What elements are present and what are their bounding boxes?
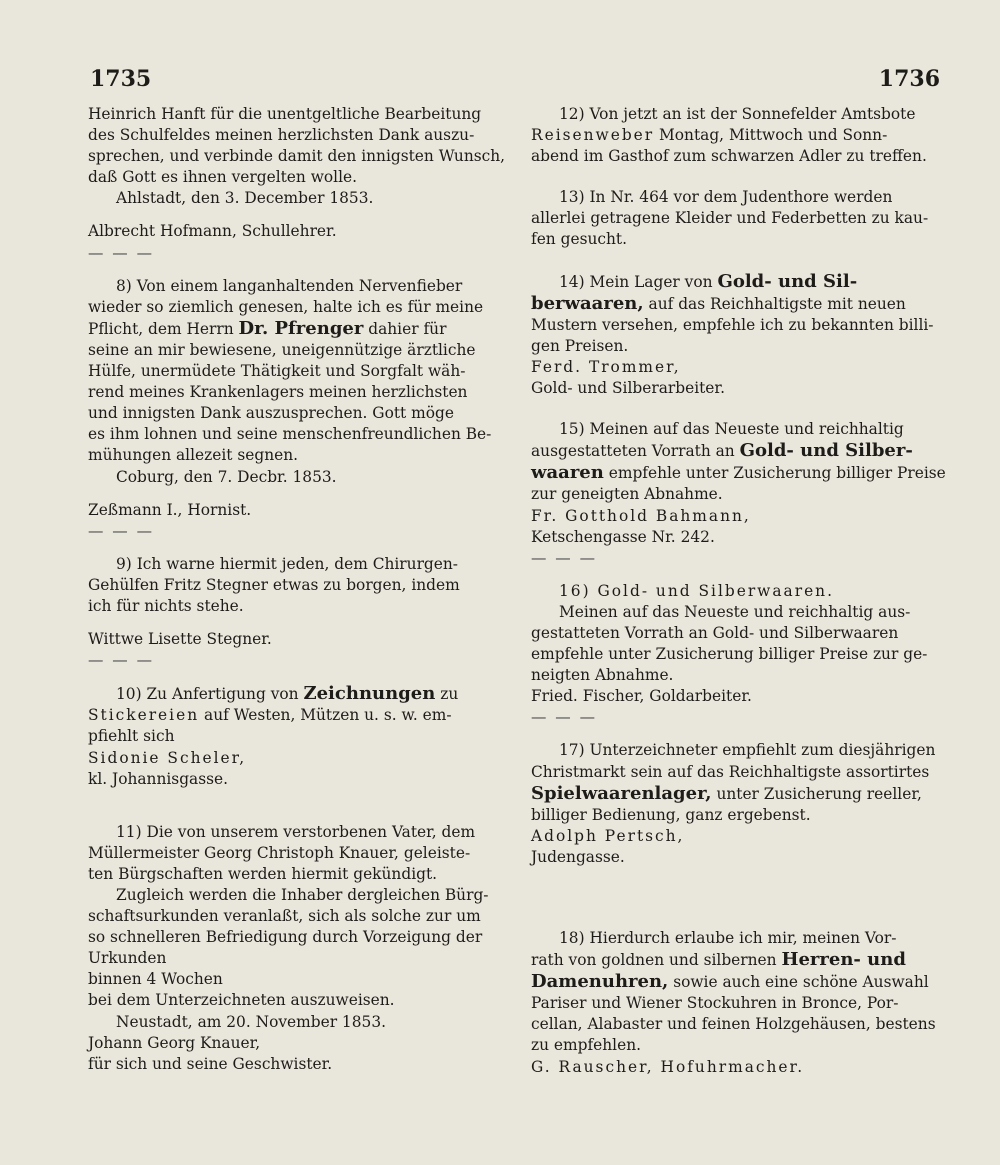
para18-line: zu empfehlen. xyxy=(531,1036,642,1055)
para10-line: Stickereien auf Westen, Mützen u. s. w. em- xyxy=(88,706,452,725)
para7-line: daß Gott es ihnen vergelten wolle. xyxy=(88,168,358,187)
para17-line: Spielwaarenlager, unter Zusicherung reeller, xyxy=(531,782,922,804)
para16-heading: 16) Gold- und Silberwaaren. xyxy=(559,581,834,600)
divider: — — — xyxy=(88,521,154,540)
para11-line: schaftsurkunden veranlaßt, sich als solche zur um xyxy=(88,907,481,926)
para11-signature: für sich und seine Geschwister. xyxy=(88,1054,333,1073)
para15-line: 15) Meinen auf das Neueste und reichhaltig xyxy=(559,420,904,439)
para15-line: waaren empfehle unter Zusicherung billiger Preise xyxy=(531,462,946,484)
para17-signature: Judengasse. xyxy=(531,847,625,866)
para12-line: 12) Von jetzt an ist der Sonnefelder Amtsbote xyxy=(559,105,916,123)
para8-line: 8) Von einem langanhaltenden Nervenfieber xyxy=(116,276,463,295)
para18-line: Damenuhren, sowie auch eine schöne Auswahl xyxy=(531,971,929,993)
para18-line: rath von goldnen und silbernen Herren- und xyxy=(531,949,906,971)
para13-line: allerlei getragene Kleider und Federbetten zu kau- xyxy=(531,209,929,228)
para14-signature: Ferd. Trommer, xyxy=(531,357,681,376)
para11-closing: bei dem Unterzeichneten auszuweisen. xyxy=(88,991,395,1010)
para9-signature: Wittwe Lisette Stegner. xyxy=(88,630,272,649)
para7-signature: Albrecht Hofmann, Schullehrer. xyxy=(88,222,337,241)
para13-line: fen gesucht. xyxy=(531,230,627,249)
para8-line: mühungen allezeit segnen. xyxy=(88,446,299,465)
divider: — — — xyxy=(531,548,597,567)
para11-signature: Johann Georg Knauer, xyxy=(88,1033,261,1052)
para14-line: Mustern versehen, empfehle ich zu bekannten billi- xyxy=(531,315,934,334)
para17-signature: Adolph Pertsch, xyxy=(531,826,685,845)
para7-line: sprechen, und verbinde damit den innigsten Wunsch, xyxy=(88,147,506,166)
para16-line: gestatteten Vorrath an Gold- und Silberwaaren xyxy=(531,623,899,642)
para18-signature: G. Rauscher, Hofuhrmacher. xyxy=(531,1057,805,1076)
para8-date: Coburg, den 7. Decbr. 1853. xyxy=(116,467,337,486)
para9-line: Gehülfen Fritz Stegner etwas zu borgen, indem xyxy=(88,575,460,594)
page-number-left: 1735 xyxy=(90,66,152,92)
para15-line: ausgestatteten Vorrath an Gold- und Silber- xyxy=(531,440,913,462)
para8-line: Hülfe, unermüdete Thätigkeit und Sorgfalt wäh- xyxy=(88,362,466,381)
para18-line: cellan, Alabaster und feinen Holzgehäusen, bestens xyxy=(531,1015,936,1034)
para10-line: pfiehlt sich xyxy=(88,727,175,746)
para17-line: billiger Bedienung, ganz ergebenst. xyxy=(531,805,811,824)
para16-line: empfehle unter Zusicherung billiger Preise zur ge- xyxy=(531,645,928,664)
para12-line: abend im Gasthof zum schwarzen Adler zu treffen. xyxy=(531,147,927,166)
divider: — — — xyxy=(88,651,154,670)
para11-line: Zugleich werden die Inhaber dergleichen Bürg- xyxy=(116,886,489,904)
para15-line: zur geneigten Abnahme. xyxy=(531,485,723,504)
para14-line: 14) Mein Lager von Gold- und Sil- xyxy=(559,270,858,292)
para15-signature: Fr. Gotthold Bahmann, xyxy=(531,506,751,525)
para8-line: und innigsten Dank auszusprechen. Gott möge xyxy=(88,404,454,423)
left-column xyxy=(88,104,510,1075)
para8-line: es ihm lohnen und seine menschenfreundlichen Be- xyxy=(88,425,492,444)
para15-signature: Ketschengasse Nr. 242. xyxy=(531,527,715,546)
para16-signature: Fried. Fischer, Goldarbeiter. xyxy=(531,687,752,706)
doctor-name: Dr. Pfrenger xyxy=(238,317,364,339)
para16-line: Meinen auf das Neueste und reichhaltig aus- xyxy=(559,602,911,621)
para11-line: ten Bürgschaften werden hiermit gekündigt. xyxy=(88,864,438,883)
para18-line: 18) Hierdurch erlaube ich mir, meinen Vor- xyxy=(559,929,897,947)
para18-line: Pariser und Wiener Stockuhren in Bronce, Por- xyxy=(531,994,899,1013)
para8-line: wieder so ziemlich genesen, halte ich es für meine xyxy=(88,297,484,316)
para10-line: 10) Zu Anfertigung von Zeichnungen zu xyxy=(116,683,459,705)
para13-line: 13) In Nr. 464 vor dem Judenthore werden xyxy=(559,188,893,207)
para12-line: Reisenweber Montag, Mittwoch und Sonn- xyxy=(531,126,888,145)
para17-line: 17) Unterzeichneter empfiehlt zum diesjährigen xyxy=(559,741,936,760)
para11-line: Müllermeister Georg Christoph Knauer, geleiste- xyxy=(88,843,471,862)
para7-date: Ahlstadt, den 3. December 1853. xyxy=(116,189,374,208)
para14-line: berwaaren, auf das Reichhaltigste mit neuen xyxy=(531,292,906,314)
divider: — — — xyxy=(88,243,154,262)
divider: — — — xyxy=(531,708,597,727)
para7-line: des Schulfeldes meinen herzlichsten Dank auszu- xyxy=(88,126,475,145)
para14-signature: Gold- und Silberarbeiter. xyxy=(531,379,725,398)
page-number-right: 1736 xyxy=(878,66,940,92)
para8-line: Pflicht, dem Herrn Dr. Pfrenger dahier für xyxy=(88,317,447,339)
para10-address: kl. Johannisgasse. xyxy=(88,769,229,788)
para11-date: Neustadt, am 20. November 1853. xyxy=(116,1012,386,1031)
para8-line: seine an mir bewiesene, uneigennützige ärztliche xyxy=(88,340,476,359)
right-column xyxy=(531,104,957,1078)
para11-deadline: binnen 4 Wochen xyxy=(88,970,223,989)
para8-signature: Zeßmann I., Hornist. xyxy=(88,500,252,519)
para14-line: gen Preisen. xyxy=(531,336,629,355)
para11-line: Urkunden xyxy=(88,949,167,968)
para9-line: ich für nichts stehe. xyxy=(88,596,244,615)
para9-line: 9) Ich warne hiermit jeden, dem Chirurgen- xyxy=(116,554,458,573)
para11-line: 11) Die von unserem verstorbenen Vater, dem xyxy=(116,822,476,841)
para8-line: rend meines Krankenlagers meinen herzlichsten xyxy=(88,383,468,402)
para11-line: so schnelleren Befriedigung durch Vorzeigung der xyxy=(88,928,483,947)
para17-line: Christmarkt sein auf das Reichhaltigste assortirtes xyxy=(531,762,930,781)
para7-line: Heinrich Hanft für die unentgeltliche Bearbeitung xyxy=(88,105,482,123)
para16-line: neigten Abnahme. xyxy=(531,666,674,685)
para10-name: Sidonie Scheler, xyxy=(88,748,247,767)
